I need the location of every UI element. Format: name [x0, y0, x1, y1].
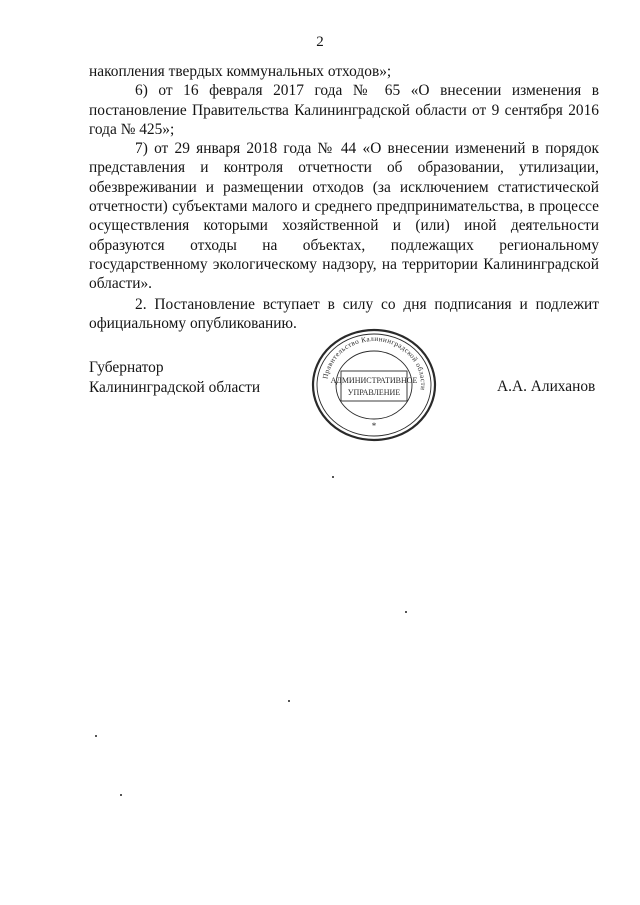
signatory-title: [89, 358, 260, 397]
page-number: 2: [316, 34, 324, 50]
paragraph-item-7: 7) от 29 января 2018 года № 44 «О внесении изменений в порядок представления и контроля отчетности об образовании, утилизации, обезвреживании и размещении отходов (за исключением статистической отчетности) субъектами малого и среднего предпринимательства, в процессе осуществления которыми хозяйственной и (или) иной деятельности образуются отходы на объектах, подлежащих региональному государственному экологическому надзору, на территории Калининградской области».: [89, 140, 599, 293]
paragraph-clause-2: 2. Постановление вступает в силу со дня подписания и подлежит официальному опубликованию.: [89, 295, 599, 332]
scan-speck: [405, 611, 407, 613]
paragraph-continuation: накопления твердых коммунальных отходов»;: [89, 63, 392, 80]
scan-speck: [332, 476, 334, 478]
scan-speck: [120, 794, 122, 796]
scan-speck: [95, 735, 97, 737]
signatory-title-line1: Губернатор: [89, 359, 164, 376]
scan-speck: [288, 700, 290, 702]
seal-center-line1: АДМИНИСТРАТИВНОЕ: [330, 376, 418, 385]
signatory-title-line2: Калининградской области: [89, 378, 261, 396]
seal-ring-text: Правительство Калининградской области: [321, 334, 428, 391]
seal-center-line2: УПРАВЛЕНИЕ: [347, 388, 401, 397]
seal-star-icon: *: [371, 421, 377, 431]
signatory-name: А.А. Алиханов: [497, 378, 596, 395]
document-body: [89, 62, 599, 333]
official-seal: [310, 328, 438, 442]
paragraph-item-6: 6) от 16 февраля 2017 года № 65 «О внесении изменения в постановление Правительства Калининградской области от 9 сентября 2016 года № 425»;: [89, 82, 599, 138]
